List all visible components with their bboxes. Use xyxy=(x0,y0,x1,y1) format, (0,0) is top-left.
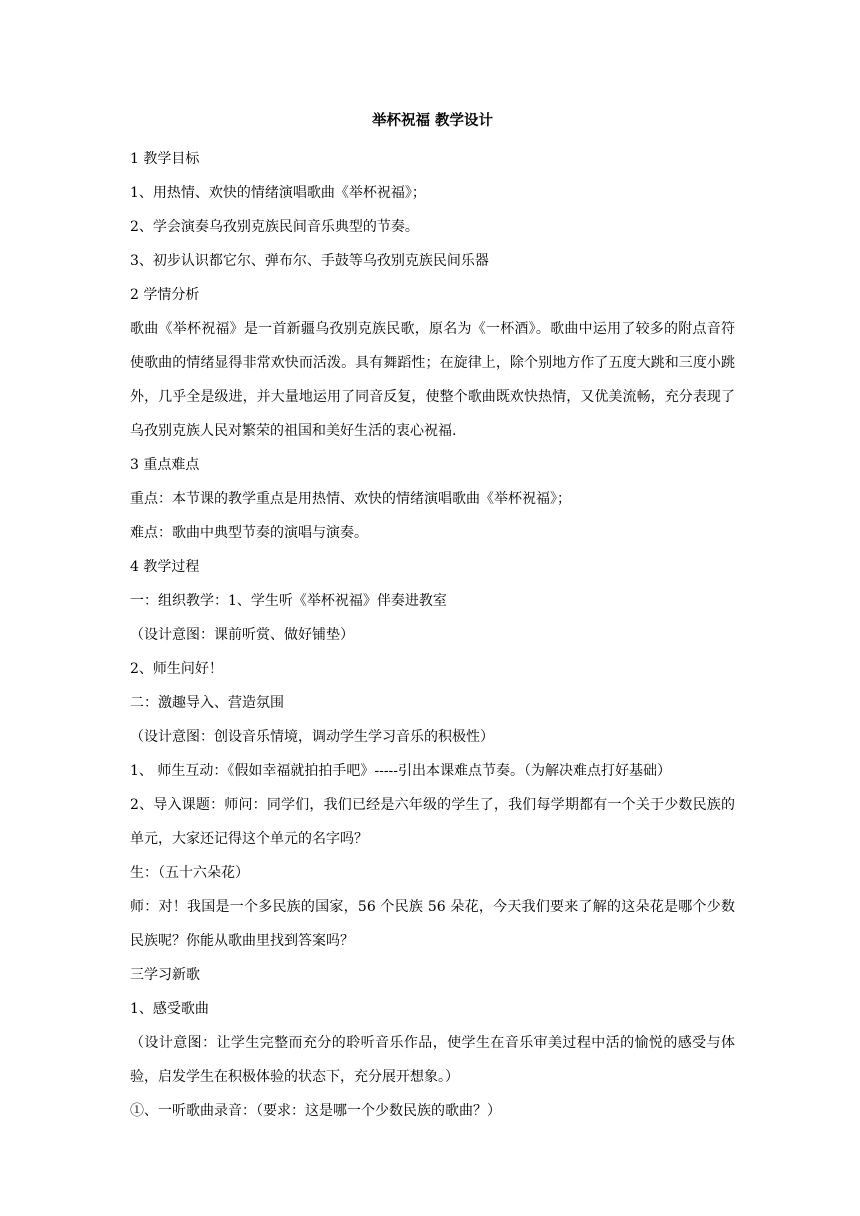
listen-recording: ①、一听歌曲录音：（要求：这是哪一个少数民族的歌曲？） xyxy=(130,1103,501,1119)
design-intent-3: （设计意图：让学生完整而充分的聆听音乐作品，使学生在音乐审美过程中活的愉悦的感受与体验，启发学生在积极体验的状态下，充分展开想象。） xyxy=(130,1035,735,1085)
feel-song: 1、感受歌曲 xyxy=(130,1001,209,1017)
objective-2: 2、学会演奏乌孜别克族民间音乐典型的节奏。 xyxy=(130,219,419,235)
document-page xyxy=(130,108,735,1128)
objective-3: 3、初步认识都它尔、弹布尔、手鼓等乌孜别克族民间乐器 xyxy=(130,253,489,269)
process-step-2: 二：激趣导入、营造氛围 xyxy=(130,695,284,711)
section-heading-objectives: 1 教学目标 xyxy=(130,151,200,167)
process-step-1: 一：组织教学：1、学生听《举杯祝福》伴奏进教室 xyxy=(130,593,447,609)
document-title: 举杯祝福 教学设计 xyxy=(371,112,494,129)
section-heading-analysis: 2 学情分析 xyxy=(130,287,200,303)
analysis-paragraph: 歌曲《举杯祝福》是一首新疆乌孜别克族民歌，原名为《一杯酒》。歌曲中运用了较多的附点音符使歌曲的情绪显得非常欢快而活泼。具有舞蹈性；在旋律上，除个别地方作了五度大跳和三度小跳外，几乎全是级进，并大量地运用了同音反复，使整个歌曲既欢快热情，又优美流畅，充分表现了乌孜别克族人民对繁荣的祖国和美好生活的衷心祝福. xyxy=(130,321,735,439)
objective-1: 1、用热情、欢快的情绪演唱歌曲《举杯祝福》； xyxy=(130,185,426,201)
process-step-3: 三学习新歌 xyxy=(130,967,200,983)
section-heading-process: 4 教学过程 xyxy=(130,559,200,575)
design-intent-2: （设计意图：创设音乐情境，调动学生学习音乐的积极性） xyxy=(130,729,494,745)
process-introduction: 2、导入课题：师问：同学们，我们已经是六年级的学生了，我们每学期都有一个关于少数民族的单元，大家还记得这个单元的名字吗？ xyxy=(130,797,735,847)
key-point-difficulty: 难点：歌曲中典型节奏的演唱与演奏。 xyxy=(130,525,368,541)
key-point-focus: 重点：本节课的教学重点是用热情、欢快的情绪演唱歌曲《举杯祝福》； xyxy=(130,491,571,507)
student-answer: 生：（五十六朵花） xyxy=(130,865,249,881)
process-interaction: 1、 师生互动：《假如幸福就拍拍手吧》-----引出本课难点节奏。（为解决难点打好基础） xyxy=(130,763,672,779)
section-heading-key-points: 3 重点难点 xyxy=(130,457,200,473)
design-intent-1: （设计意图：课前听赏、做好铺垫） xyxy=(130,627,354,643)
teacher-response: 师：对！我国是一个多民族的国家，56 个民族 56 朵花，今天我们要来了解的这朵花是哪个少数民族呢？你能从歌曲里找到答案吗？ xyxy=(130,899,735,949)
process-greeting: 2、师生问好！ xyxy=(130,661,223,677)
